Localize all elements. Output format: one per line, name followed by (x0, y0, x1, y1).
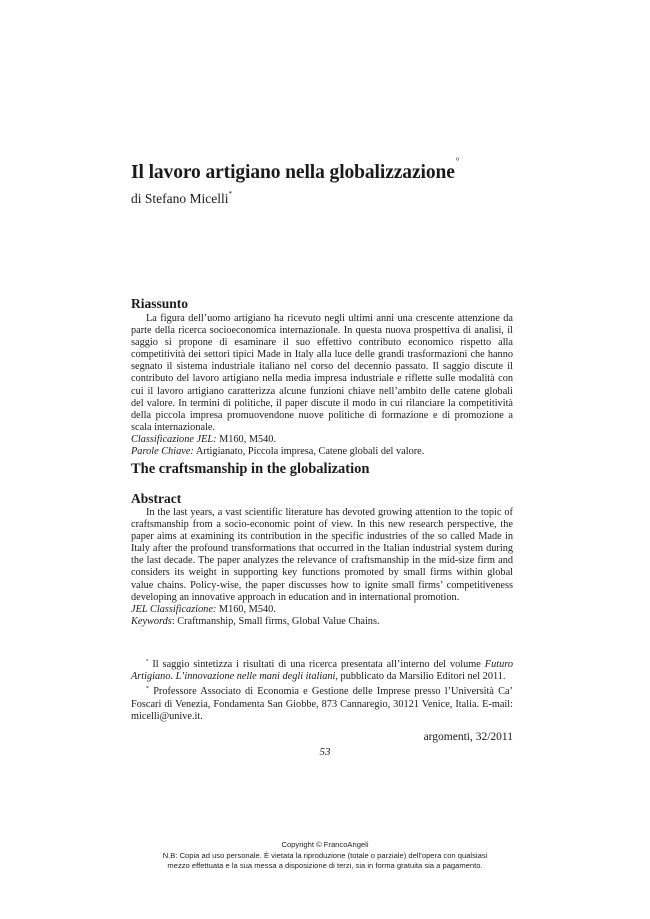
footnote-1-book: Futuro Artigiano. L’innovazione nelle mani degli italiani (131, 659, 514, 683)
abstract-keywords-value: : Craftmanship, Small firms, Global Value Chains. (171, 615, 380, 627)
riassunto-classification-value: M160, M540. (219, 433, 277, 445)
abstract-keywords-label: Keywords (131, 615, 172, 627)
author-name: di Stefano Micelli (131, 191, 229, 206)
riassunto-heading: Riassunto (131, 296, 189, 311)
page-number: 53 (319, 746, 331, 758)
author-line (131, 190, 232, 207)
copyright-line: Copyright © FrancoAngeli (281, 840, 369, 849)
article-title (131, 156, 459, 184)
abstract-body: In the last years, a vast scientific literature has devoted growing attention to the topic of craftsmanship from a socio-economic point of view. In this new research perspective, the paper aims at examining its contribution in the specific industries of the so called Made in Italy after the profound transformations that occurred in the Italian industrial system during the last decade. The paper analyzes the relevance of craftsmanship in the mid-size firm and considers its weight in supporting key functions promoted by small firms within global value chains. Policy-wise, the paper discusses how to ignite small firms’ competitiveness developing an innovative approach in education and in international promotion. (131, 507, 513, 603)
title-footnote-mark: ° (455, 156, 460, 166)
riassunto-classification (131, 434, 513, 446)
riassunto-keywords-label: Parole Chiave: (131, 446, 194, 458)
abstract-heading: Abstract (131, 491, 182, 506)
abstract-keywords (131, 616, 513, 628)
english-title: The craftsmanship in the globalization (131, 461, 370, 477)
footnote-2-mark: * (146, 686, 149, 693)
footnote-2 (131, 683, 513, 723)
abstract-classification-label: JEL Classificazione: (131, 603, 217, 615)
riassunto-keywords-value: Artigianato, Piccola impresa, Catene globali del valore. (195, 446, 425, 458)
copyright-notice-line-1: N.B: Copia ad uso personale. È vietata la riproduzione (totale o parziale) dell’opera con qualsiasi (162, 851, 488, 860)
footnote-1-mark: ° (146, 659, 149, 665)
footnote-1-text: Il saggio sintetizza i risultati di una ricerca presentata all’interno del volume (152, 659, 481, 670)
journal-reference: argomenti, 32/2011 (423, 731, 513, 743)
abstract-classification (131, 604, 513, 616)
article-title-text: Il lavoro artigiano nella globalizzazione (131, 162, 455, 183)
copyright-notice-line-2: mezzo effettuata e la sua messa a disposizione di terzi, sia in forma gratuita sia a pagamento. (167, 861, 483, 870)
riassunto-section (131, 313, 513, 458)
footnote-2-text: Professore Associato di Economia e Gestione delle Imprese presso l’Università Ca’ Foscari di Venezia, Fondamenta San Giobbe, 873 Cannaregio, 30121 Venice, Italia. E-mail: micelli@unive.it. (131, 686, 513, 722)
riassunto-body: La figura dell’uomo artigiano ha ricevuto negli ultimi anni una crescente attenzione da parte della ricerca socioeconomica internazionale. In questa nuova prospettiva di analisi, il saggio si propone di esaminare il suo effettivo contributo economico rispetto alla competitività dei settori tipici Made in Italy alla luce delle grandi trasformazioni che hanno segnato il sistema industriale italiano nel corso del decennio passato. Il saggio discute il contributo del lavoro artigiano nella media impresa industriale e riflette sulle modalità con cui il lavoro artigiano caratterizza alcune funzioni chiave nell’ambito delle catene globali del valore. In termini di politiche, il paper discute il modo in cui rilanciare la competitività della piccola impresa promuovendone nuove politiche di formazione e di promozione a scala internazionale. (131, 313, 513, 433)
author-footnote-mark: * (228, 190, 232, 198)
abstract-classification-value: M160, M540. (218, 603, 276, 615)
footnote-1-publisher: , pubblicato da Marsilio Editori nel 2011. (335, 671, 506, 683)
abstract-section (131, 507, 513, 628)
riassunto-classification-label: Classificazione JEL: (131, 433, 217, 445)
footnote-1 (131, 656, 513, 683)
riassunto-keywords (131, 446, 513, 458)
footnotes (131, 656, 513, 723)
